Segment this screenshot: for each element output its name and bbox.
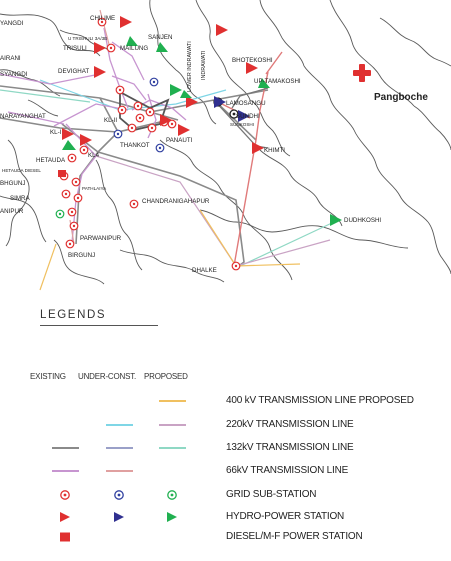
grid-substation-icon (59, 489, 71, 501)
hydro-station-icon (113, 511, 125, 523)
place-label: PANAUTI (166, 137, 193, 144)
place-label: INDRAWATI (201, 50, 207, 80)
place-label: SUNKOSHI (230, 122, 254, 127)
place-label: UP-TAMAKOSHI (254, 78, 301, 85)
legend-line-swatch (159, 447, 186, 449)
grid-substation-proposed (56, 210, 64, 218)
legend-label: 400 kV TRANSMISSION LINE PROPOSED (226, 395, 414, 406)
legend-line-swatch (52, 447, 79, 449)
legend-label: DIESEL/M-F POWER STATION (226, 531, 363, 542)
legend-title: LEGENDS (40, 309, 107, 321)
legend-row (0, 508, 451, 526)
legend-line-swatch (106, 424, 133, 426)
legend-row (0, 392, 451, 410)
legend-row (0, 528, 451, 546)
place-label: U TRISHULI 3A/3B (68, 36, 108, 41)
place-label: BHOTEKOSHI (232, 57, 273, 64)
place-label: NARAYANGHAT (0, 113, 46, 120)
place-label: HETAUDA DIESEL (2, 168, 41, 173)
legend-row (0, 462, 451, 480)
place-label: CHANDRANIGAHAPUR (142, 198, 210, 205)
legend-title-underline (40, 325, 158, 326)
legend-label: GRID SUB-STATION (226, 489, 317, 500)
place-label: PATHLAIYA (82, 186, 107, 191)
place-label: AIRANI (0, 55, 21, 62)
legend-label: 66kV TRANSMISSION LINE (226, 465, 349, 476)
place-label: LOWER INDRAWATI (187, 41, 193, 92)
hydro-station-icon (59, 511, 71, 523)
place-label: MAILUNG (120, 45, 149, 52)
legend-column-under-construction: UNDER-CONST. (78, 372, 137, 381)
legend-line-swatch (159, 424, 186, 426)
place-label: DEVIGHAT (58, 68, 90, 75)
place-label: KL-II (104, 117, 118, 124)
legend-line-swatch (106, 447, 133, 449)
place-label: PARWANIPUR (80, 235, 122, 242)
diesel-station (58, 170, 66, 177)
hydro-station-icon (166, 511, 178, 523)
diesel-station-icon (59, 531, 71, 543)
legend-line-swatch (52, 470, 79, 472)
grid-substation-icon (166, 489, 178, 501)
place-label: TRISULI (63, 45, 87, 52)
legend-label: 132kV TRANSMISSION LINE (226, 442, 354, 453)
place-label: DHALKE (192, 267, 217, 274)
place-label: LAMOSANGU (226, 100, 266, 107)
place-label: SIMRA (10, 195, 30, 202)
legend-label: 220kV TRANSMISSION LINE (226, 419, 354, 430)
place-label: KL4 (88, 152, 100, 159)
place-label: BHGUNJ (0, 180, 26, 187)
place-label: SANJEN (148, 34, 173, 41)
place-label: YANGDI (0, 20, 24, 27)
grid-substation-icon (113, 489, 125, 501)
place-label: SUNDHI (236, 113, 260, 120)
legend-line-swatch (106, 470, 133, 472)
place-label: BIRGUNJ (68, 252, 96, 259)
place-label: KHIMTI (264, 147, 285, 154)
place-label: THANKOT (120, 142, 150, 149)
place-label: DUDHKOSHI (344, 217, 382, 224)
place-label: Pangboche (374, 92, 428, 103)
place-label: SYANGDI (0, 71, 28, 78)
legend-column-existing: EXISTING (30, 372, 66, 381)
legend-label: HYDRO-POWER STATION (226, 511, 345, 522)
place-label: HETAUDA (36, 157, 66, 164)
legend-row (0, 439, 451, 457)
place-label: CHILIME (90, 15, 116, 22)
place-label: ANIPUR (0, 208, 24, 215)
place-label: KL-I (50, 129, 62, 136)
legend-row (0, 416, 451, 434)
legend-row (0, 486, 451, 504)
legend-column-proposed: PROPOSED (144, 372, 188, 381)
legend-line-swatch (159, 400, 186, 402)
